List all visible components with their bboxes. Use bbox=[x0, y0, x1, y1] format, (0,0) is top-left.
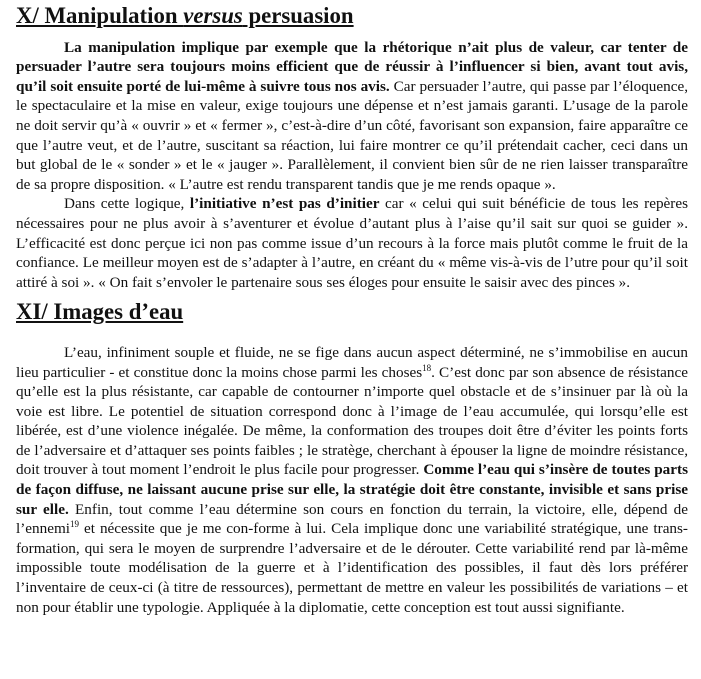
paragraph-manipulation bbox=[16, 38, 688, 195]
heading-emphasis: versus bbox=[183, 3, 243, 28]
paragraph-text: Dans cette logique, bbox=[64, 195, 190, 213]
footnote-ref-18: 18 bbox=[422, 362, 432, 373]
paragraph-eau bbox=[16, 343, 688, 617]
section-heading-images-eau: XI/ Images d’eau bbox=[16, 299, 184, 325]
paragraph-text: Enfin, tout comme l’eau détermine son cours en fonction du terrain, la victoire, elle, dépend de l’ennemi bbox=[16, 500, 688, 538]
document-page bbox=[16, 3, 688, 617]
paragraph-text: Car persuader l’autre, qui passe par l’éloquence, le spectaculaire et la mise en valeur, exige toujours une dépense et n’est jamais garanti. L’usage de la parole ne doit servir qu’à « ouvrir » et « fermer », c’est-à-dire d’un côté, favorisant son expansion, faire apparaître ce que l’autre veut, et de l’autre, suscitant sa réaction, lui faire montrer ce qu’il prétendait cacher, ceci dans un but global de le « sonder » et le « jauger ». Parallèlement, il convient bien sûr de ne rien laisser transparaître de sa propre disposition. « L’autre est rendu transparent tandis que je me rends opaque ». bbox=[16, 77, 688, 193]
paragraph-text: et nécessite que je me con-forme à lui. Cela implique donc une variabilité stratégique, une trans-formation, qui sera le moyen de surprendre l’adversaire et de le dérouter. Cette variabilité rend par là-même impossible toute modélisation de la guerre et à l’identification des possibles, il faut dès lors préférer l’inventaire de ceux-ci (à titre de ressources), permettant de mettre en valeur les possibilités de variations – et non pour établir une typologie. Appliquée à la diplomatie, cette conception est tout aussi signifiante. bbox=[16, 520, 688, 616]
paragraph-text: . C’est donc par son absence de résistance qu’elle est la plus résistante, car capable de contourner n’importe quel obstacle et de s’insinuer par là où la voie est libre. Le potentiel de situation correspond donc à l’image de l’eau accumulée, qui lorsqu’elle est libérée, est d’une violence inégalée. De même, la conformation des troupes doit être d’éviter les points forts de l’adversaire et d’attaquer ses points faibles ; le stratège, cherchant à épouser la ligne de moindre résistance, doit trouver à tout moment l’endroit le plus facile pour progresser. bbox=[16, 363, 688, 479]
bold-statement: l’initiative n’est pas d’initier bbox=[189, 195, 380, 213]
heading-text: persuasion bbox=[242, 3, 354, 28]
paragraph-initiative bbox=[16, 194, 688, 292]
heading-text: X/ Manipulation bbox=[16, 3, 184, 28]
bold-statement: Comme l’eau qui s’insère de toutes parts de façon diffuse, ne laissant aucune prise sur elle, la stratégie doit être constante, invisible et sans prise sur elle. bbox=[16, 461, 688, 518]
paragraph-text: L’eau, infiniment souple et fluide, ne se fige dans aucun aspect déterminé, ne s’immobilise en aucun lieu particulier - et constitue donc la moins chose parmi les choses bbox=[16, 343, 688, 381]
footnote-ref-19: 19 bbox=[69, 519, 79, 530]
bold-statement: La manipulation implique par exemple que la rhétorique n’ait plus de valeur, car tenter de persuader l’autre sera toujours moins efficient que de réussir à l’influencer si bien, avant tout avis, qu’il soit ensuite porté de lui-même à suivre tous nos avis. bbox=[16, 38, 688, 95]
section-heading-manipulation bbox=[16, 3, 688, 28]
paragraph-text: car « celui qui suit bénéficie de tous les repères nécessaires pour ne plus avoir à s’aventurer et évolue d’autant plus à l’aise qu’il sait sur quoi se guider ». L’efficacité est donc perçue ici non pas comme issue d’un recours à la force mais plutôt comme le fruit de la confiance. Le meilleur moyen est de s’adapter à l’autre, en créant du « même vis-à-vis de l’utre pour qu’il soit attiré à soi ». « On fait s’envoler le partenaire sous ses éloges pour ensuite le saisir avec des pinces ». bbox=[16, 195, 688, 291]
